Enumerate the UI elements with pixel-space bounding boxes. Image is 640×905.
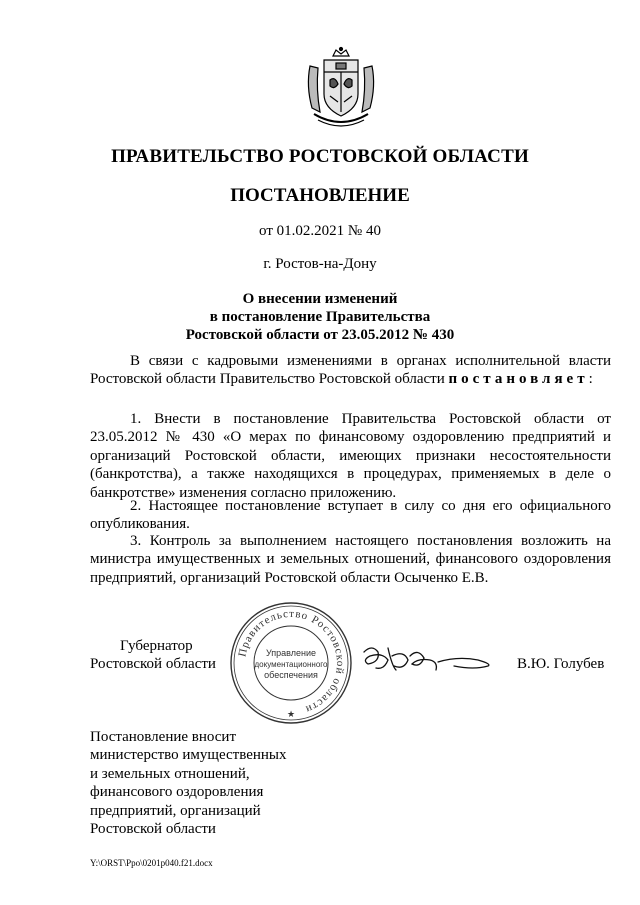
government-title: ПРАВИТЕЛЬСТВО РОСТОВСКОЙ ОБЛАСТИ [111, 146, 529, 167]
submitter-line-2: министерство имущественных [90, 747, 287, 764]
document-type: ПОСТАНОВЛЕНИЕ [230, 185, 410, 206]
svg-text:★: ★ [286, 709, 296, 719]
subject-line-2: в постановление Правительства [209, 309, 431, 325]
footer-file-path: Y:\ORST\Ppo\0201p040.f21.docx [90, 858, 213, 868]
document-city: г. Ростов-на-Дону [263, 256, 377, 272]
submitter-line-3: и земельных отношений, [90, 765, 250, 782]
submitter-line-4: финансового оздоровления [90, 784, 264, 801]
intro-keyword: постановляет [448, 371, 589, 388]
clause-3: 3. Контроль за выполнением настоящего постановления возложить на министра имущественных и земельных отношений, финансового оздоровления предприятий, организаций Ростовской области Осыченко Е.В. [90, 533, 611, 586]
coat-of-arms-icon [300, 46, 382, 130]
document-date-number: от 01.02.2021 № 40 [259, 223, 381, 239]
document-subject [0, 290, 640, 344]
intro-colon: : [588, 371, 593, 388]
stamp-inner-line-2: документационного [254, 660, 328, 669]
intro-text: В связи с кадровыми изменениями в органах исполнительной власти Ростовской области Правительство Ростовской области [90, 353, 611, 388]
handwritten-signature [358, 640, 496, 682]
submitter-block [90, 728, 350, 838]
signer-name: В.Ю. Голубев [517, 656, 605, 672]
clause-2: 2. Настоящее постановление вступает в силу со дня его официального опубликования. [90, 498, 611, 533]
subject-line-1: О внесении изменений [242, 291, 398, 307]
clause-1: 1. Внести в постановление Правительства Ростовской области от 23.05.2012 № 430 «О мерах по финансовому оздоровлению предприятий и организаций Ростовской области, имеющих признаки несостоятельности (банкротства), а также находящихся в процедурах, применяемых в деле о банкротстве» изменения согласно приложению. [90, 411, 611, 501]
official-stamp [228, 600, 354, 726]
submitter-line-1: Постановление вносит [90, 729, 237, 745]
subject-line-3: Ростовской области от 23.05.2012 № 430 [185, 327, 455, 343]
stamp-ring-text: Правительство Ростовской области [236, 607, 347, 716]
signer-position-line-2: Ростовской области [90, 656, 216, 672]
intro-paragraph [90, 352, 611, 389]
stamp-inner-line-3: обеспечения [264, 670, 318, 680]
submitter-line-6: Ростовской области [90, 821, 216, 838]
stamp-inner-line-1: Управление [265, 648, 317, 658]
submitter-line-5: предприятий, организаций [90, 802, 261, 819]
signer-position-line-1: Губернатор [120, 638, 193, 654]
